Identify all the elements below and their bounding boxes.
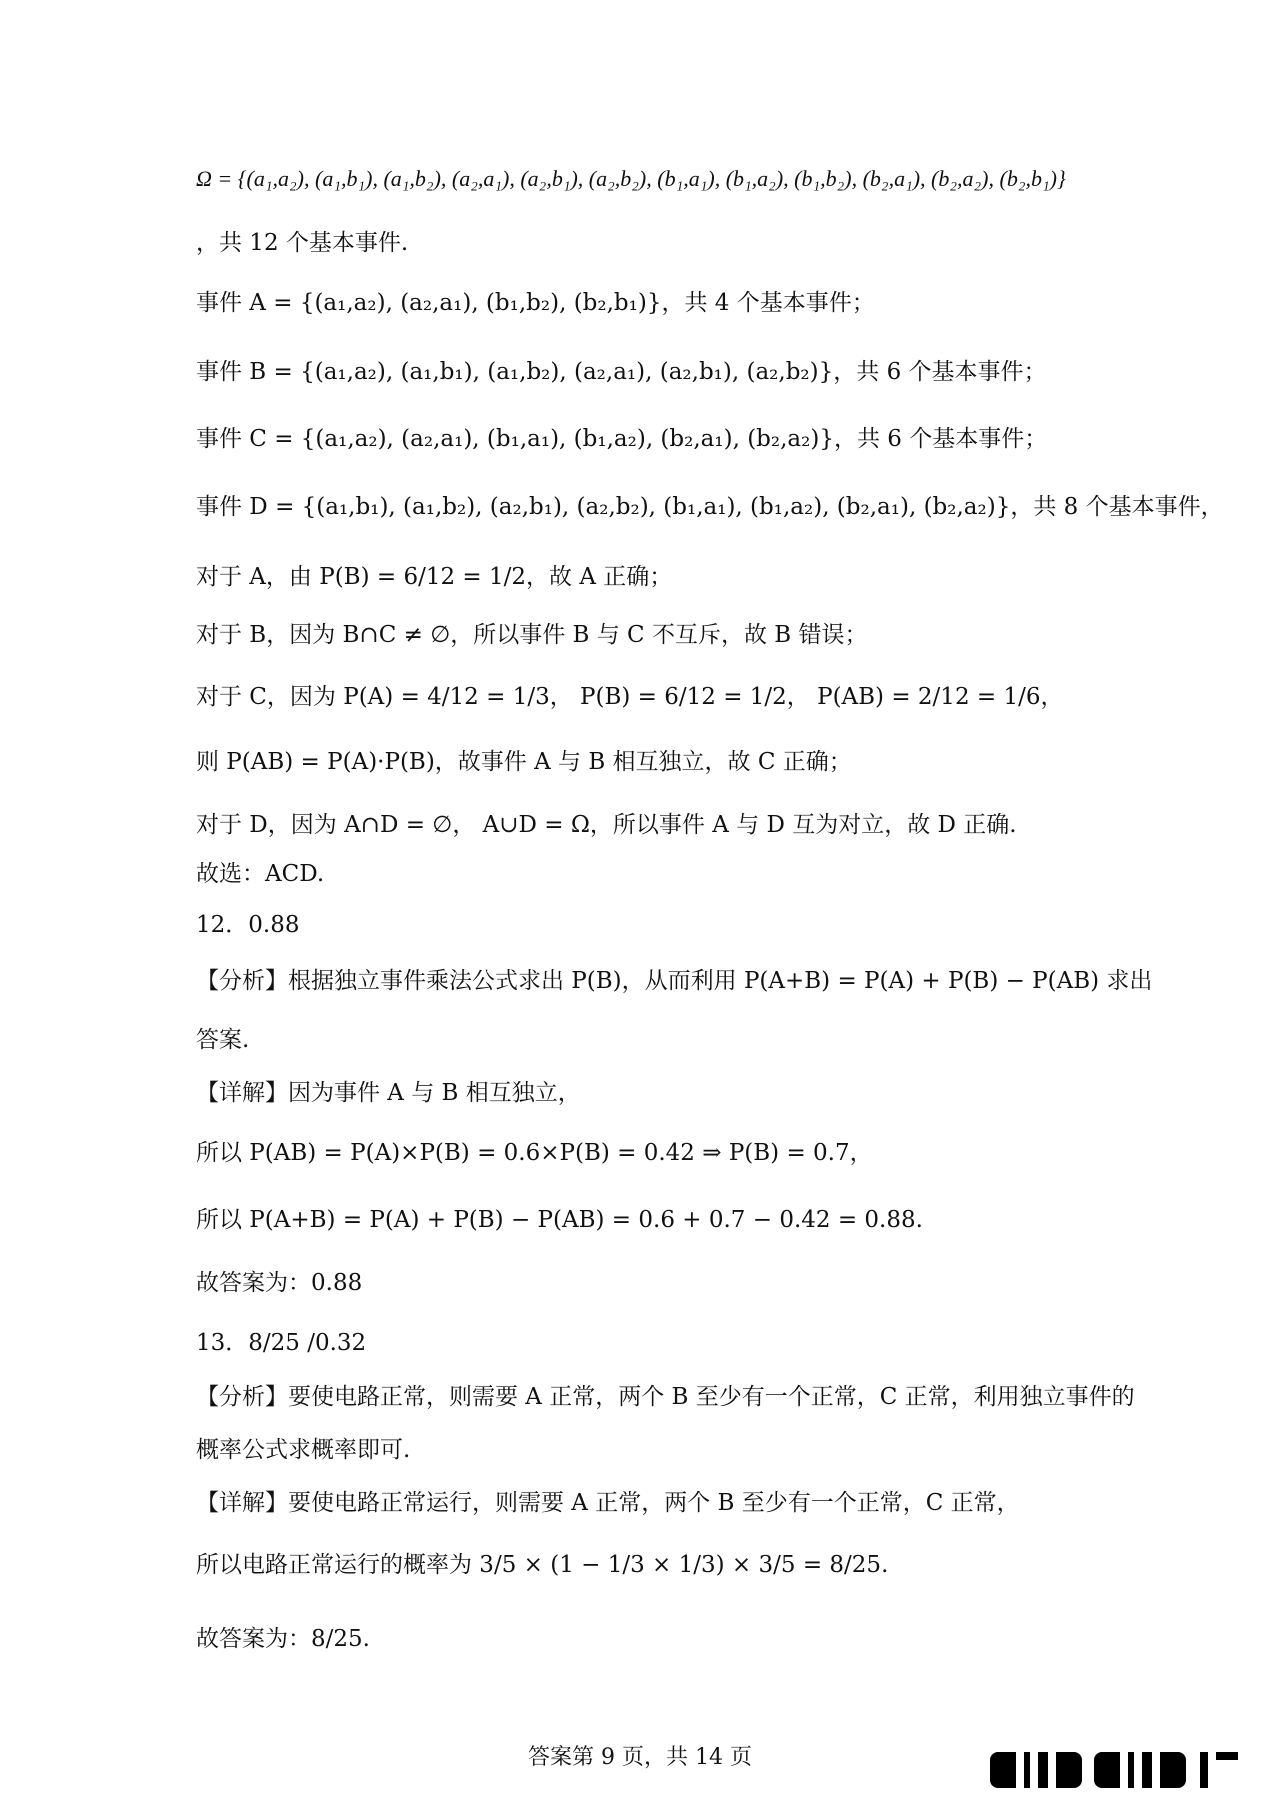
page-footer: 答案第 9 页，共 14 页 xyxy=(528,1745,752,1770)
q12-answer: 故答案为：0.88 xyxy=(196,1270,363,1296)
option-d: 对于 D，因为 A∩D = ∅， A∪D = Ω，所以事件 A 与 D 互为对立，故 D 正确. xyxy=(196,812,1017,838)
q12-heading: 12．0.88 xyxy=(196,912,300,938)
option-c-conclusion: 则 P(AB) = P(A)·P(B)，故事件 A 与 B 相互独立，故 C 正确； xyxy=(196,749,852,775)
q12-step-1: 所以 P(AB) = P(A)×P(B) = 0.6×P(B) = 0.42 ⇒ P(B) = 0.7， xyxy=(196,1140,873,1166)
q12-step-2: 所以 P(A+B) = P(A) + P(B) − P(AB) = 0.6 + 0.7 − 0.42 = 0.88. xyxy=(196,1207,923,1233)
event-b: 事件 B = {(a₁,a₂), (a₁,b₁), (a₁,b₂), (a₂,a₁), (a₂,b₁), (a₂,b₂)}，共 6 个基本事件； xyxy=(196,359,1047,385)
q13-answer: 故答案为：8/25. xyxy=(196,1626,370,1652)
sample-space: Ω = {(a₁,a₂), (a₁,b₁), (a₁,b₂), (a₂,a₁), (a₂,b₁), (a₂,b₂), (b₁,a₁), (b₁,a₂), (b₁,b₂), (b₂,a₁), (b₂,a₂), (b₂,b₁)} xyxy=(196,166,1066,191)
q13-analysis: 【分析】要使电路正常，则需要 A 正常，两个 B 至少有一个正常，C 正常，利用独立事件的 xyxy=(196,1384,1135,1410)
q13-heading: 13．8/25 /0.32 xyxy=(196,1330,367,1356)
watermark-logo xyxy=(990,1752,1245,1788)
q13-step: 所以电路正常运行的概率为 3/5 × (1 − 1/3 × 1/3) × 3/5 = 8/25. xyxy=(196,1552,889,1578)
option-b: 对于 B，因为 B∩C ≠ ∅，所以事件 B 与 C 不互斥，故 B 错误； xyxy=(196,622,868,648)
event-d: 事件 D = {(a₁,b₁), (a₁,b₂), (a₂,b₁), (a₂,b₂), (b₁,a₁), (b₁,a₂), (b₂,a₁), (b₂,a₂)}，共 8 个基本事件， xyxy=(196,494,1224,520)
q12-detail: 【详解】因为事件 A 与 B 相互独立， xyxy=(196,1080,581,1106)
q12-analysis: 【分析】根据独立事件乘法公式求出 P(B)，从而利用 P(A+B) = P(A) + P(B) − P(AB) 求出 xyxy=(196,968,1153,994)
event-a: 事件 A = {(a₁,a₂), (a₂,a₁), (b₁,b₂), (b₂,b₁)}，共 4 个基本事件； xyxy=(196,290,875,316)
option-a: 对于 A，由 P(B) = 6/12 = 1/2，故 A 正确； xyxy=(196,564,673,590)
q12-analysis-cont: 答案. xyxy=(196,1027,250,1053)
option-c: 对于 C，因为 P(A) = 4/12 = 1/3， P(B) = 6/12 = 1/2， P(AB) = 2/12 = 1/6， xyxy=(196,684,1064,710)
sample-space-count: ，共 12 个基本事件. xyxy=(196,230,409,256)
q11-answer: 故选：ACD. xyxy=(196,861,325,887)
event-c: 事件 C = {(a₁,a₂), (a₂,a₁), (b₁,a₁), (b₁,a₂), (b₂,a₁), (b₂,a₂)}，共 6 个基本事件； xyxy=(196,426,1048,452)
q13-detail: 【详解】要使电路正常运行，则需要 A 正常，两个 B 至少有一个正常，C 正常， xyxy=(196,1490,1020,1516)
q13-analysis-cont: 概率公式求概率即可. xyxy=(196,1437,411,1463)
